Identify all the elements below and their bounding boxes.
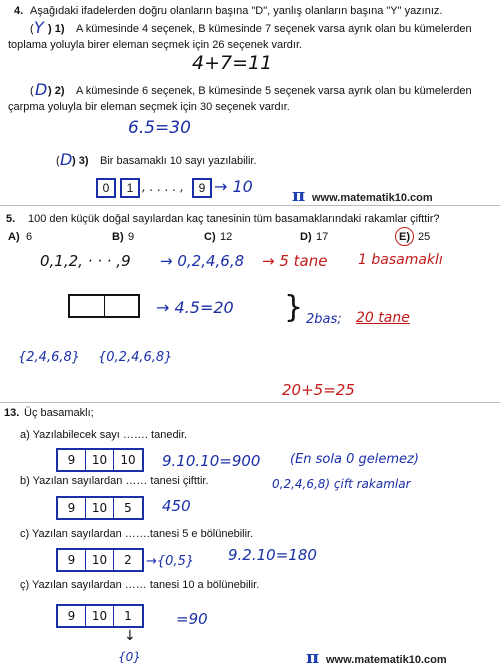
q5-work-product: → 4.5=20: [156, 298, 234, 317]
q13-a-label: a) Yazılabilecek sayı ……. tanedir.: [20, 429, 188, 441]
q13-b-box-2: 5: [124, 501, 132, 515]
q4-s3-prefix: (: [56, 155, 60, 167]
q13-a-note: (En sola 0 gelemez): [290, 452, 419, 467]
q5-work-twodigit-count: 20 tane: [356, 310, 410, 326]
q4-s3-box-0: 0: [96, 178, 116, 198]
q5-option-c-value: 12: [220, 231, 233, 243]
q5-option-e-value: 25: [418, 231, 431, 243]
q13-d-boxes: [56, 604, 144, 628]
q5-two-digit-box: [68, 294, 140, 318]
q5-option-a-value: 6: [26, 231, 33, 243]
q4-s3-number: ) 3): [72, 155, 89, 167]
q13-c-work: 9.2.10=180: [228, 546, 317, 564]
watermark-top: www.matematik10.com: [312, 192, 433, 204]
q13-d-box-2: 1: [124, 609, 132, 623]
q13-d-box-1: 10: [86, 606, 114, 626]
q13-c-box-2: 2: [124, 553, 132, 567]
q5-option-d-value: 17: [316, 231, 329, 243]
q5-work-evens: → 0,2,4,6,8: [160, 252, 245, 270]
q5-work-count: → 5 tane: [262, 252, 328, 270]
q13-c-boxes: [56, 548, 144, 572]
q13-a-boxes: [56, 448, 144, 472]
q5-option-d-letter: D): [300, 231, 312, 243]
q4-s2-work: 6.5=30: [128, 118, 191, 138]
q5-work-twodigit: 2bas;: [306, 312, 342, 327]
q4-number: 4.: [14, 5, 24, 17]
q13-c-label: c) Yazılan sayılardan …….tanesi 5 e bölünebilir.: [20, 528, 254, 540]
q4-s3-mark: D: [60, 150, 73, 169]
q5-set-tens: {2,4,6,8}: [18, 350, 81, 365]
q5-option-a-letter: A): [8, 231, 20, 243]
q4-s2-line1: A kümesinde 6 seçenek, B kümesinde 5 seçenek varsa ayrık olan bu kümelerden: [76, 85, 472, 97]
q13-d-work: =90: [176, 610, 208, 628]
q4-s1-work: 4+7=11: [192, 52, 273, 74]
q5-work-onedigit: 1 basamaklı: [358, 252, 443, 268]
q5-work-digits: 0,1,2, · · · ,9: [40, 252, 131, 270]
watermark-pi-icon: π: [292, 185, 306, 206]
q4-s3-result: → 10: [214, 177, 253, 196]
q13-a-work: 9.10.10=900: [162, 452, 261, 470]
q13-b-label: b) Yazılan sayılardan …… tanesi çifttir.: [20, 475, 209, 487]
q4-s1-line1: A kümesinde 4 seçenek, B kümesinde 7 seçenek varsa ayrık olan bu kümelerden: [76, 23, 472, 35]
q13-d-arrow: ↓: [124, 628, 136, 644]
q5-brace: }: [284, 290, 304, 325]
q5-number: 5.: [6, 213, 16, 225]
q5-option-e-letter: E): [399, 231, 410, 243]
q5-option-c-letter: C): [204, 231, 216, 243]
q13-c-box-1: 10: [86, 550, 114, 570]
q13-d-box-0: 9: [58, 606, 86, 626]
q5-box-ones: [105, 296, 139, 316]
q5-set-ones: {0,2,4,6,8}: [98, 350, 173, 365]
q13-b-box-1: 10: [86, 498, 114, 518]
q13-b-box-0: 9: [58, 498, 86, 518]
q4-s1-number: ) 1): [48, 23, 65, 35]
q4-s3-box-1: 1: [120, 178, 140, 198]
q13-b-note: 0,2,4,6,8) çift rakamlar: [272, 477, 411, 491]
q4-s2-prefix: (: [30, 85, 34, 97]
divider-q5: [0, 402, 500, 403]
q13-a-box-0: 9: [58, 450, 86, 470]
q5-option-b-letter: B): [112, 231, 124, 243]
q4-s2-mark: D: [35, 80, 48, 99]
q4-s3-text: Bir basamaklı 10 sayı yazılabilir.: [100, 155, 257, 167]
divider-q4: [0, 205, 500, 206]
q13-d-set: {0}: [118, 650, 141, 664]
q4-s1-prefix: (: [30, 23, 34, 35]
q4-instruction: Aşağıdaki ifadelerden doğru olanların başına "D", yanlış olanların başına "Y" yazınız.: [30, 5, 443, 17]
q4-s3-dots: , . . . . ,: [142, 180, 184, 194]
q5-box-tens: [70, 296, 105, 316]
q13-title: Üç basamaklı;: [24, 407, 94, 419]
q4-s2-line2: çarpma yoluyla bir eleman seçmek için 30 seçenek vardır.: [8, 101, 290, 113]
q13-b-work: 450: [162, 497, 191, 515]
q13-a-box-1: 10: [86, 450, 114, 470]
q4-s1-mark: Y: [34, 18, 44, 37]
watermark-bottom: www.matematik10.com: [326, 654, 447, 666]
q5-option-b-value: 9: [128, 231, 135, 243]
watermark-pi-icon-bottom: π: [306, 647, 320, 668]
q4-s2-number: ) 2): [48, 85, 65, 97]
q5-work-total: 20+5=25: [282, 381, 355, 399]
q5-question: 100 den küçük doğal sayılardan kaç tanesinin tüm basamaklarındaki rakamlar çifttir?: [28, 213, 440, 225]
q13-c-set: →{0,5}: [146, 554, 195, 569]
q13-a-box-2: 10: [120, 453, 136, 467]
q13-b-boxes: [56, 496, 144, 520]
q4-s1-line2: toplama yoluyla birer eleman seçmek için 26 seçenek vardır.: [8, 39, 303, 51]
q13-c-box-0: 9: [58, 550, 86, 570]
q13-number: 13.: [4, 407, 20, 419]
q4-s3-box-9: 9: [192, 178, 212, 198]
q13-d-label: ç) Yazılan sayılardan …… tanesi 10 a bölünebilir.: [20, 579, 260, 591]
